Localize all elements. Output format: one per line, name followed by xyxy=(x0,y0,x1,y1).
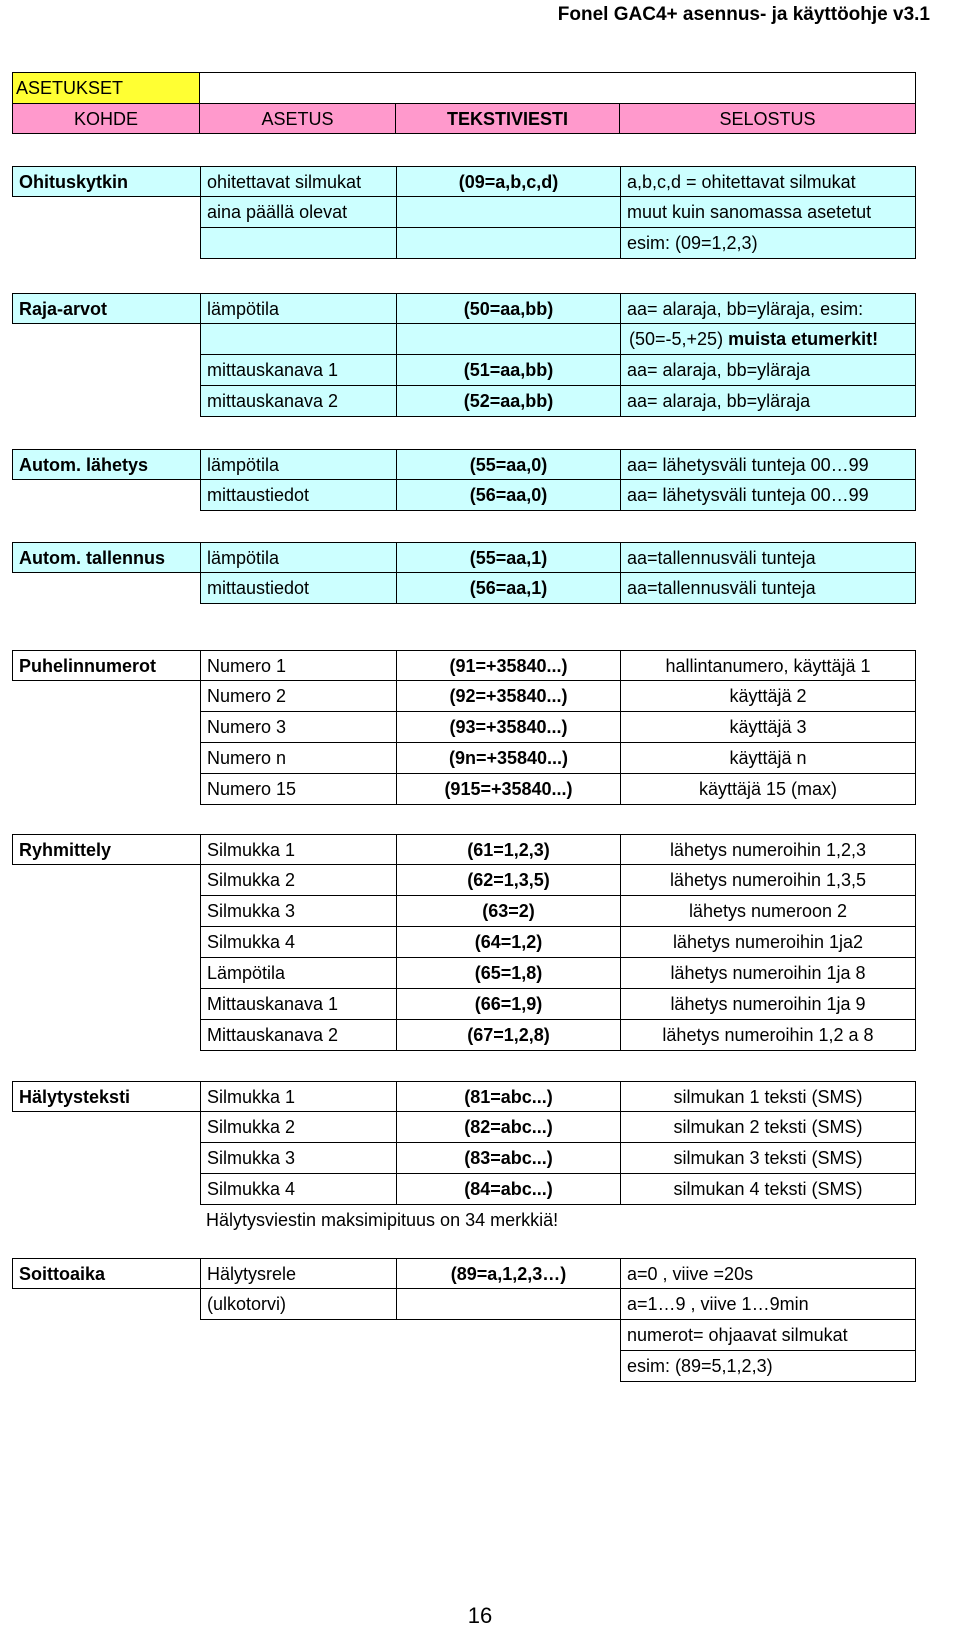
selostus-cell: käyttäjä n xyxy=(620,743,916,774)
sms-cell: (67=1,2,8) xyxy=(396,1020,620,1051)
sms-cell: (51=aa,bb) xyxy=(396,355,620,386)
document-title: Fonel GAC4+ asennus- ja käyttöohje v3.1 xyxy=(557,4,930,25)
selostus-cell: aa= alaraja, bb=yläraja xyxy=(620,386,916,417)
selostus-cell: silmukan 1 teksti (SMS) xyxy=(620,1081,916,1112)
section-title: Ohituskytkin xyxy=(12,166,200,197)
sms-cell: (65=1,8) xyxy=(396,958,620,989)
asetus-cell: Silmukka 3 xyxy=(200,896,396,927)
table-row xyxy=(12,573,916,604)
asetus-cell: Numero 1 xyxy=(200,650,396,681)
selostus-cell: käyttäjä 15 (max) xyxy=(620,774,916,805)
selostus-cell: hallintanumero, käyttäjä 1 xyxy=(620,650,916,681)
sms-cell: (64=1,2) xyxy=(396,927,620,958)
header-tekstiviesti: TEKSTIVIESTI xyxy=(396,103,620,134)
selostus-cell: muut kuin sanomassa asetetut xyxy=(620,197,916,228)
table-row xyxy=(12,1112,916,1143)
asetus-cell: Numero n xyxy=(200,743,396,774)
asetus-cell: Silmukka 2 xyxy=(200,865,396,896)
sms-cell: (92=+35840...) xyxy=(396,681,620,712)
selostus-cell: aa=tallennusväli tunteja xyxy=(620,573,916,604)
asetus-cell: aina päällä olevat xyxy=(200,197,396,228)
table-row xyxy=(12,1351,916,1382)
table-row xyxy=(12,1143,916,1174)
asetus-cell: ohitettavat silmukat xyxy=(200,166,396,197)
sms-cell: (61=1,2,3) xyxy=(396,834,620,865)
table-row xyxy=(12,1289,916,1320)
table-row xyxy=(12,1258,916,1289)
settings-header xyxy=(12,72,916,132)
table-row xyxy=(12,834,916,865)
table-row xyxy=(12,774,916,805)
sms-cell: (915=+35840...) xyxy=(396,774,620,805)
asetus-cell: lämpötila xyxy=(200,542,396,573)
selostus-cell: esim: (89=5,1,2,3) xyxy=(620,1351,916,1382)
selostus-cell: lähetys numeroihin 1,2 a 8 xyxy=(620,1020,916,1051)
soittoaika-section xyxy=(12,1258,916,1382)
selostus-cell: aa= alaraja, bb=yläraja xyxy=(620,355,916,386)
selostus-cell: a=1…9 , viive 1…9min xyxy=(620,1289,916,1320)
selostus-cell: lähetys numeroihin 1ja 9 xyxy=(620,989,916,1020)
asetus-cell: mittauskanava 1 xyxy=(200,355,396,386)
sms-cell: (91=+35840...) xyxy=(396,650,620,681)
sms-cell: (93=+35840...) xyxy=(396,712,620,743)
selostus-cell: käyttäjä 2 xyxy=(620,681,916,712)
sms-cell xyxy=(396,228,620,259)
sms-cell: (83=abc...) xyxy=(396,1143,620,1174)
sms-cell: (56=aa,0) xyxy=(396,480,620,511)
section-title: Ryhmittely xyxy=(12,834,200,865)
selostus-cell: aa= lähetysväli tunteja 00…99 xyxy=(620,480,916,511)
selostus-cell: silmukan 2 teksti (SMS) xyxy=(620,1112,916,1143)
asetus-cell: Silmukka 1 xyxy=(200,1081,396,1112)
sms-cell xyxy=(396,324,620,355)
sms-cell: (50=aa,bb) xyxy=(396,293,620,324)
asetus-cell xyxy=(200,228,396,259)
asetus-cell: Silmukka 3 xyxy=(200,1143,396,1174)
selostus-cell: a=0 , viive =20s xyxy=(620,1258,916,1289)
asetus-cell: mittauskanava 2 xyxy=(200,386,396,417)
table-row xyxy=(12,989,916,1020)
table-row xyxy=(12,449,916,480)
sms-cell: (63=2) xyxy=(396,896,620,927)
asetus-cell: Numero 3 xyxy=(200,712,396,743)
raja-arvot-section xyxy=(12,293,916,417)
section-title: Raja-arvot xyxy=(12,293,200,324)
warning-text: muista etumerkit! xyxy=(723,329,879,349)
max-length-note: Hälytysviestin maksimipituus on 34 merkkiä! xyxy=(206,1210,559,1230)
table-row xyxy=(12,865,916,896)
table-row xyxy=(12,958,916,989)
asetus-cell: (ulkotorvi) xyxy=(200,1289,396,1320)
table-row xyxy=(12,197,916,228)
sms-cell: (62=1,3,5) xyxy=(396,865,620,896)
asetus-cell: Mittauskanava 1 xyxy=(200,989,396,1020)
selostus-cell: lähetys numeroon 2 xyxy=(620,896,916,927)
table-row xyxy=(12,1081,916,1112)
selostus-cell xyxy=(620,324,916,355)
ryhmittely-section xyxy=(12,834,916,1051)
selostus-cell: lähetys numeroihin 1,2,3 xyxy=(620,834,916,865)
selostus-cell: silmukan 4 teksti (SMS) xyxy=(620,1174,916,1205)
selostus-cell: a,b,c,d = ohitettavat silmukat xyxy=(620,166,916,197)
selostus-cell: aa= lähetysväli tunteja 00…99 xyxy=(620,449,916,480)
table-row xyxy=(12,542,916,573)
table-row xyxy=(12,228,916,259)
asetus-cell: Lämpötila xyxy=(200,958,396,989)
table-row xyxy=(12,1020,916,1051)
asetus-cell: Hälytysrele xyxy=(200,1258,396,1289)
table-row xyxy=(12,324,916,355)
sms-cell: (9n=+35840...) xyxy=(396,743,620,774)
selostus-cell: lähetys numeroihin 1ja2 xyxy=(620,927,916,958)
autom-tallennus-section xyxy=(12,542,916,604)
asetus-cell: lämpötila xyxy=(200,449,396,480)
table-row xyxy=(12,927,916,958)
header-selostus: SELOSTUS xyxy=(620,103,916,134)
section-title: Puhelinnumerot xyxy=(12,650,200,681)
table-row xyxy=(12,650,916,681)
asetus-cell: Numero 2 xyxy=(200,681,396,712)
page-number: 16 xyxy=(467,1603,493,1628)
sms-cell: (84=abc...) xyxy=(396,1174,620,1205)
asetus-cell: Silmukka 2 xyxy=(200,1112,396,1143)
sms-cell: (66=1,9) xyxy=(396,989,620,1020)
asetus-cell: Silmukka 1 xyxy=(200,834,396,865)
table-row xyxy=(12,293,916,324)
selostus-cell: esim: (09=1,2,3) xyxy=(620,228,916,259)
sms-cell: (81=abc...) xyxy=(396,1081,620,1112)
sms-cell: (55=aa,1) xyxy=(396,542,620,573)
section-title: Autom. lähetys xyxy=(12,449,200,480)
autom-lahetys-section xyxy=(12,449,916,511)
section-title: Soittoaika xyxy=(12,1258,200,1289)
sms-cell: (09=a,b,c,d) xyxy=(396,166,620,197)
halytysteksti-section xyxy=(12,1081,916,1236)
table-row xyxy=(12,743,916,774)
asetus-cell xyxy=(200,324,396,355)
table-row xyxy=(12,386,916,417)
asetus-cell: lämpötila xyxy=(200,293,396,324)
selostus-cell: aa=tallennusväli tunteja xyxy=(620,542,916,573)
asetus-cell: Mittauskanava 2 xyxy=(200,1020,396,1051)
asetus-cell: Silmukka 4 xyxy=(200,927,396,958)
sms-cell: (55=aa,0) xyxy=(396,449,620,480)
table-row xyxy=(12,1320,916,1351)
table-row xyxy=(12,712,916,743)
section-title: Hälytysteksti xyxy=(12,1081,200,1112)
selostus-cell: numerot= ohjaavat silmukat xyxy=(620,1320,916,1351)
header-asetus: ASETUS xyxy=(200,103,396,134)
asetukset-label: ASETUKSET xyxy=(12,72,200,103)
asetus-cell: Silmukka 4 xyxy=(200,1174,396,1205)
asetus-cell: mittaustiedot xyxy=(200,573,396,604)
table-row xyxy=(12,355,916,386)
section-title: Autom. tallennus xyxy=(12,542,200,573)
selostus-cell: lähetys numeroihin 1ja 8 xyxy=(620,958,916,989)
selostus-cell: lähetys numeroihin 1,3,5 xyxy=(620,865,916,896)
puhelinnumerot-section xyxy=(12,650,916,805)
header-top-spacer xyxy=(200,72,916,103)
header-kohde: KOHDE xyxy=(12,103,200,134)
sms-cell xyxy=(396,197,620,228)
selostus-cell: käyttäjä 3 xyxy=(620,712,916,743)
asetus-cell: mittaustiedot xyxy=(200,480,396,511)
table-row xyxy=(12,480,916,511)
table-row xyxy=(12,681,916,712)
example-text: (50=-5,+25) xyxy=(629,329,724,349)
sms-cell: (82=abc...) xyxy=(396,1112,620,1143)
table-row xyxy=(12,166,916,197)
table-row xyxy=(12,896,916,927)
selostus-cell: aa= alaraja, bb=yläraja, esim: xyxy=(620,293,916,324)
selostus-cell: silmukan 3 teksti (SMS) xyxy=(620,1143,916,1174)
sms-cell: (89=a,1,2,3…) xyxy=(396,1258,620,1289)
sms-cell: (56=aa,1) xyxy=(396,573,620,604)
table-row xyxy=(12,1174,916,1205)
sms-cell: (52=aa,bb) xyxy=(396,386,620,417)
sms-cell xyxy=(396,1289,620,1320)
asetus-cell: Numero 15 xyxy=(200,774,396,805)
ohituskytkin-section xyxy=(12,166,916,259)
